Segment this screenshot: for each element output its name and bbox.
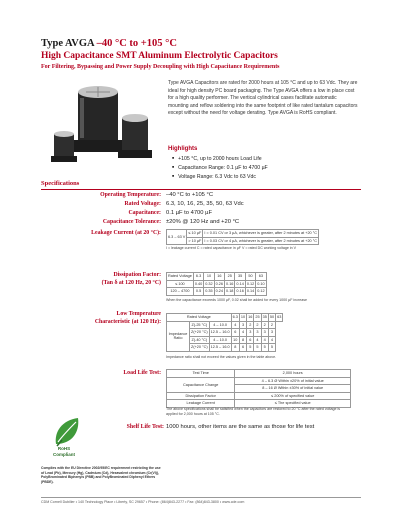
rohs-label: RoHS [57,446,71,451]
table-row [167,377,351,385]
table-row [167,400,351,408]
table-cell: 4 [231,321,239,329]
table-cell: 5 [261,344,268,352]
table-cell: 5 [268,344,275,352]
table-header-row [167,273,267,281]
table-row [167,280,267,288]
table-row-label: Impedance Ratio [167,321,190,351]
table-cell: Z(-40 °C) [191,337,208,342]
table-cell: Z(-25 °C) [191,322,208,327]
title-temperature: –40 °C to +105 °C [96,38,177,49]
table-cell: 8 – 16 Ø Within ±30% of initial value [235,385,351,393]
table-cell: 0.12 [246,281,255,286]
table-cell: ≤ The specified value [235,400,351,408]
table-cell: Capacitance Change [167,377,235,392]
table-cell: 2 [261,321,268,329]
leakage-note: I = leakage current C = rated capacitance in µF V = rated DC working voltage in V [166,246,297,250]
table-header-cell: Rated Voltage [167,314,232,322]
dissipation-note: When the capacitance exceeds 1000 µF, 0.02 shall be added for every 1000 µF increase [166,298,307,302]
table-row [167,370,351,378]
table-header-row [167,314,283,322]
table-cell: Z(+20 °C) [191,330,208,335]
leakage-label: Leakage Current (at 20 °C): [91,230,161,236]
table-row [167,392,351,400]
load-life-table [166,369,351,408]
footer-divider [41,497,361,498]
highlight-item: ■ Voltage Range: 6.3 Vdc to 63 Vdc [172,173,268,182]
table-cell: 8 [231,344,239,352]
table-cell: 4 [268,336,275,344]
specifications-title: Specifications [41,180,80,187]
table-cell: 0.40 [194,281,203,286]
spec-label-capacitance: Capacitance: [128,210,161,216]
table-cell: Leakage Current [167,400,235,408]
table-cell: 3 [261,329,268,337]
table-cell: 2 [268,321,275,329]
table-cell: 4 – 10.0 [209,321,231,329]
table-cell: 0.26 [215,281,224,286]
table-cell: 3 [239,321,246,329]
table-cell: ≤ 200% of specified value [235,392,351,400]
table-cell: 4 [261,336,268,344]
highlights-title: Highlights [168,146,198,152]
table-row [167,288,267,296]
table-header-cell: 16 [214,273,224,281]
table-cell: 6 [239,344,246,352]
spec-divider [41,189,361,190]
rohs-compliant-label: Compliant [53,452,75,457]
load-life-label: Load Life Test: [123,370,161,376]
table-header-cell: 6.3 [193,273,203,281]
table-header-cell: 63 [277,315,282,320]
shelf-life-value: 1000 hours, other items are the same as those for life test [166,424,315,430]
table-cell: Test Time [167,370,235,378]
table-cell: 4 – 10.0 [209,336,231,344]
table-header-cell: 35 [235,273,245,281]
low-temp-sublabel: Characteristic (at 120 Hz): [94,319,161,325]
table-header-cell: 10 [204,273,214,281]
table-row [167,321,283,329]
table-cell: 5 [247,344,254,352]
table-cell: 2,000 hours [235,370,351,378]
table-header-cell: 50 [269,315,275,320]
subtitle: High Capacitance SMT Aluminum Electrolytic Capacitors [41,51,278,61]
spec-label-tolerance: Capacitance Tolerance: [102,219,161,225]
highlight-item: ■ +105 °C, up to 2000 hours Load Life [172,155,268,164]
table-cell: 0.16 [236,289,244,294]
table-cell: Z(+20 °C) [191,345,208,350]
dissipation-sublabel: (Tan δ at 120 Hz, 20 °C) [101,280,161,286]
spec-value-temp: –40 °C to +105 °C [166,192,214,198]
capacitor-medium-icon [118,114,152,158]
table-cell: 4 [254,336,261,344]
rohs-leaf-icon [48,414,88,450]
table-header-cell: 35 [262,315,267,320]
table-cell: 0.24 [215,289,224,294]
table-cell: 0.12 [257,289,265,294]
table-cell: Dissipation Factor [167,392,235,400]
table-cell: 0.10 [257,281,265,286]
spec-value-voltage: 6.3, 10, 16, 25, 35, 50, 63 Vdc [166,201,244,207]
spec-label-voltage: Rated Voltage: [124,201,161,207]
table-cell: ≤ 100 [167,280,194,288]
capacitor-photo [40,78,162,178]
capacitor-small-icon [51,131,77,162]
table-cell: 0.35 [205,289,213,294]
table-cell: 12.5 – 16.0 [210,345,230,350]
page-title [41,38,177,49]
highlight-item: ■ Capacitance Range: 0.1 µF to 4700 µF [172,164,268,173]
table-cell: 5 [254,344,261,352]
table-cell: 6 [231,329,239,337]
table-header-cell: Rated Voltage [168,274,192,279]
table-cell: 0.16 [226,281,234,286]
title-type: Type AVGA [41,38,95,49]
table-cell: 4 – 6.3 Ø Within ±20% of initial value [235,377,351,385]
spec-label-temp: Operating Temperature: [100,192,161,198]
table-cell: 3 [254,329,261,337]
table-header-cell: 25 [225,273,235,281]
leakage-formula: I = 0.01 CV or 3 µA, whichever is greater, after 2 minutes at +20 °C [204,231,317,236]
leakage-table [166,229,319,245]
table-cell: 0.18 [226,289,234,294]
capacitor-large-icon [72,86,124,152]
table-cell: 0.14 [236,281,244,286]
table-cell: 6 [247,336,254,344]
table-cell: 120 – 4700 [167,288,194,296]
table-header-cell: 25 [255,315,260,320]
dissipation-label: Dissipation Factor: [113,272,161,278]
table-header-cell: 63 [256,273,266,281]
low-temp-note: Impedance ratio shall not exceed the values given in the table above. [166,355,277,359]
leakage-cap: > 10 µF [188,238,202,243]
table-cell: 0.32 [205,281,213,286]
shelf-life-label: Shelf Life Test: [126,424,164,430]
spec-value-capacitance: 0.1 µF to 4700 µF [166,210,212,216]
table-cell: 0.5 [193,288,203,296]
table-header-cell: 16 [248,315,253,320]
footer-contact: CDM Cornell Dubilier • 140 Technology Place • Liberty, SC 29657 • Phone: (864)843-2277 • Fax: (864)843-3800 • www.cde.com [41,500,245,504]
spec-value-tolerance: ±20% @ 120 Hz and +20 °C [166,219,240,225]
load-life-note: The above specifications shall be satisfied when the capacitors are restored to 20 °C after the rated voltage is applied for 2,000 hours at 105 °C. [166,407,341,416]
intro-paragraph: Type AVGA Capacitors are rated for 2000 hours at 105 °C and up to 63 Vdc. They are ideal for high density PC board packaging. The Type AVGA offers a low in place cost for a high quality performer. The vertical cylindrical cases facilitate automatic mounting and reflow soldering into the same footprint of like rated tantalum capacitors except without the need for voltage derating. Type AVGA is RoHS compliant. [168,80,358,117]
low-temp-label: Low Temperature [116,311,161,317]
table-cell: 3 [268,329,275,337]
rohs-badge [48,446,80,458]
table-cell: 2 [254,321,261,329]
leakage-cap: ≤ 10 µF [188,231,202,236]
table-header-cell: 6.3 [232,315,238,320]
table-cell: 0.14 [246,289,255,294]
table-header-cell: 10 [240,315,246,320]
dissipation-table [166,272,267,296]
table-cell: 2 [247,321,254,329]
table-cell: 4 [239,329,246,337]
tagline: For Filtering, Bypassing and Power Supply Decoupling with High Capacitance Requirements [41,64,280,70]
table-header-cell: 50 [245,273,255,281]
highlights-list [172,155,268,181]
leakage-voltage-group: 6.3 – 63 V [167,230,187,245]
table-cell: 10 [231,336,239,344]
rohs-compliance-note: Complies with the EU Directive 2002/95/EC requirement restricting the use of Lead (Pb), Mercury (Hg), Cadmium (Cd), Hexavalent chromium (Cr(VI)), PolyBrominated Biphenyls (PBB) and PolyBrominated Diphenyl Ethers (PBDE). [41,466,161,484]
table-cell: 8 [239,336,246,344]
table-cell: 12.5 – 16.0 [210,330,230,335]
leakage-formula: I = 0.03 CV or 4 µA, whichever is greater, after 2 minutes at +20 °C [204,238,317,243]
low-temp-table [166,313,283,352]
table-cell: 3 [247,329,254,337]
